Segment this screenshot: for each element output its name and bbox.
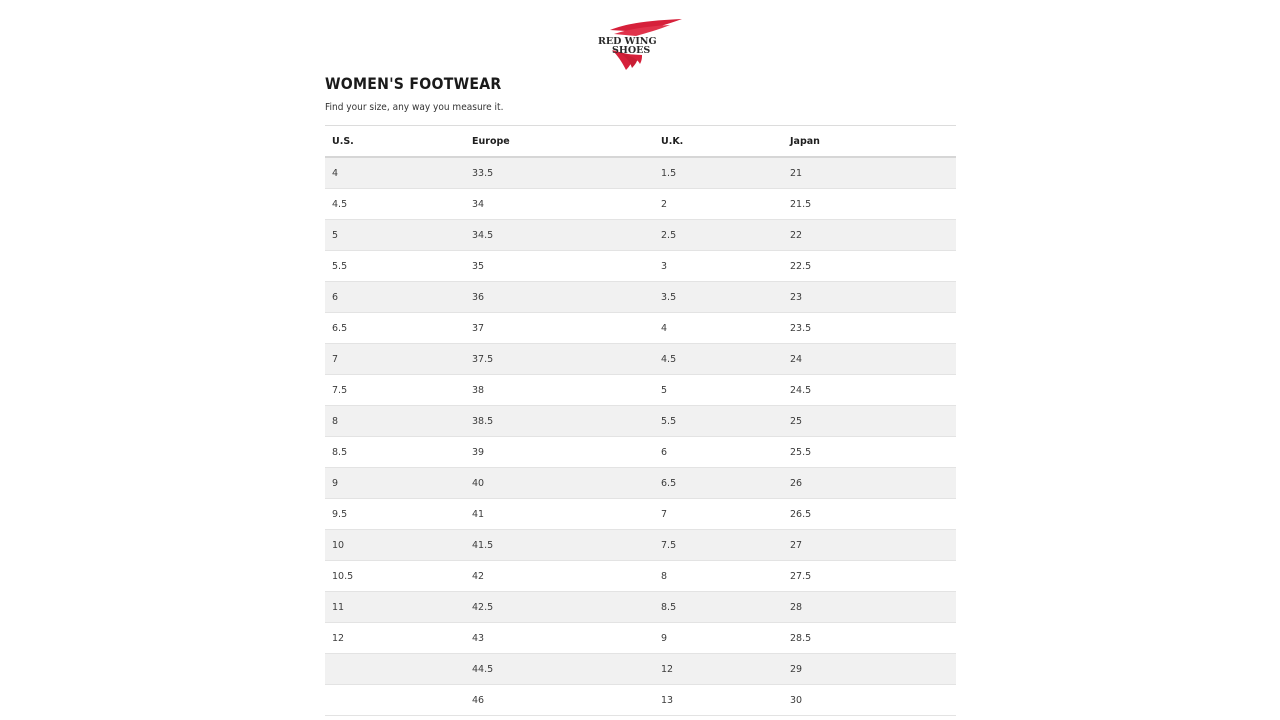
japan-size-cell: 24	[783, 344, 956, 375]
logo-text-line2: SHOES	[612, 45, 651, 56]
europe-size-cell: 42	[465, 561, 654, 592]
us-size-cell	[325, 685, 465, 716]
table-body	[325, 157, 956, 716]
table-row	[325, 468, 956, 499]
table-row	[325, 157, 956, 189]
europe-size-cell: 43	[465, 623, 654, 654]
europe-size-cell: 39	[465, 437, 654, 468]
table-row	[325, 592, 956, 623]
us-size-cell: 10.5	[325, 561, 465, 592]
japan-size-cell: 21	[783, 157, 956, 189]
europe-size-cell: 46	[465, 685, 654, 716]
table-row	[325, 654, 956, 685]
japan-size-cell: 26.5	[783, 499, 956, 530]
us-size-cell: 8	[325, 406, 465, 437]
us-size-cell: 9.5	[325, 499, 465, 530]
japan-size-cell: 28	[783, 592, 956, 623]
uk-size-cell: 8	[654, 561, 783, 592]
japan-size-cell: 28.5	[783, 623, 956, 654]
uk-size-cell: 7.5	[654, 530, 783, 561]
japan-size-cell: 22	[783, 220, 956, 251]
japan-size-cell: 22.5	[783, 251, 956, 282]
us-size-cell: 7.5	[325, 375, 465, 406]
uk-size-cell: 2.5	[654, 220, 783, 251]
us-size-cell: 6.5	[325, 313, 465, 344]
us-size-cell: 6	[325, 282, 465, 313]
column-header-us: U.S.	[325, 126, 465, 158]
uk-size-cell: 3.5	[654, 282, 783, 313]
table-row	[325, 282, 956, 313]
column-header-uk: U.K.	[654, 126, 783, 158]
table-row	[325, 623, 956, 654]
uk-size-cell: 8.5	[654, 592, 783, 623]
table-header-row	[325, 126, 956, 158]
us-size-cell	[325, 654, 465, 685]
column-header-japan: Japan	[783, 126, 956, 158]
uk-size-cell: 6.5	[654, 468, 783, 499]
europe-size-cell: 42.5	[465, 592, 654, 623]
japan-size-cell: 29	[783, 654, 956, 685]
europe-size-cell: 44.5	[465, 654, 654, 685]
europe-size-cell: 38	[465, 375, 654, 406]
uk-size-cell: 2	[654, 189, 783, 220]
table-row	[325, 251, 956, 282]
page-title: WOMEN'S FOOTWEAR	[325, 74, 502, 93]
us-size-cell: 10	[325, 530, 465, 561]
table-row	[325, 220, 956, 251]
uk-size-cell: 4	[654, 313, 783, 344]
uk-size-cell: 12	[654, 654, 783, 685]
uk-size-cell: 13	[654, 685, 783, 716]
uk-size-cell: 6	[654, 437, 783, 468]
europe-size-cell: 38.5	[465, 406, 654, 437]
us-size-cell: 11	[325, 592, 465, 623]
japan-size-cell: 27.5	[783, 561, 956, 592]
table-row	[325, 437, 956, 468]
table-row	[325, 344, 956, 375]
table-row	[325, 685, 956, 716]
logo-text-line1: RED WING	[598, 36, 657, 47]
japan-size-cell: 24.5	[783, 375, 956, 406]
table-row	[325, 375, 956, 406]
europe-size-cell: 36	[465, 282, 654, 313]
japan-size-cell: 25	[783, 406, 956, 437]
table-row	[325, 406, 956, 437]
table-row	[325, 561, 956, 592]
table-row	[325, 189, 956, 220]
japan-size-cell: 23.5	[783, 313, 956, 344]
size-chart-section	[325, 74, 956, 716]
us-size-cell: 5.5	[325, 251, 465, 282]
europe-size-cell: 34	[465, 189, 654, 220]
japan-size-cell: 25.5	[783, 437, 956, 468]
table-row	[325, 313, 956, 344]
europe-size-cell: 41.5	[465, 530, 654, 561]
table-row	[325, 499, 956, 530]
europe-size-cell: 37	[465, 313, 654, 344]
us-size-cell: 5	[325, 220, 465, 251]
europe-size-cell: 40	[465, 468, 654, 499]
us-size-cell: 12	[325, 623, 465, 654]
uk-size-cell: 4.5	[654, 344, 783, 375]
uk-size-cell: 5	[654, 375, 783, 406]
us-size-cell: 8.5	[325, 437, 465, 468]
wing-logo-icon	[596, 16, 684, 72]
uk-size-cell: 1.5	[654, 157, 783, 189]
us-size-cell: 9	[325, 468, 465, 499]
table-row	[325, 530, 956, 561]
column-header-europe: Europe	[465, 126, 654, 158]
japan-size-cell: 27	[783, 530, 956, 561]
europe-size-cell: 35	[465, 251, 654, 282]
uk-size-cell: 5.5	[654, 406, 783, 437]
uk-size-cell: 9	[654, 623, 783, 654]
japan-size-cell: 21.5	[783, 189, 956, 220]
page-subtitle: Find your size, any way you measure it.	[325, 102, 504, 113]
uk-size-cell: 3	[654, 251, 783, 282]
europe-size-cell: 33.5	[465, 157, 654, 189]
us-size-cell: 7	[325, 344, 465, 375]
us-size-cell: 4	[325, 157, 465, 189]
uk-size-cell: 7	[654, 499, 783, 530]
japan-size-cell: 23	[783, 282, 956, 313]
europe-size-cell: 37.5	[465, 344, 654, 375]
japan-size-cell: 26	[783, 468, 956, 499]
europe-size-cell: 34.5	[465, 220, 654, 251]
us-size-cell: 4.5	[325, 189, 465, 220]
japan-size-cell: 30	[783, 685, 956, 716]
size-conversion-table	[325, 125, 956, 716]
red-wing-logo[interactable]	[596, 16, 684, 72]
europe-size-cell: 41	[465, 499, 654, 530]
